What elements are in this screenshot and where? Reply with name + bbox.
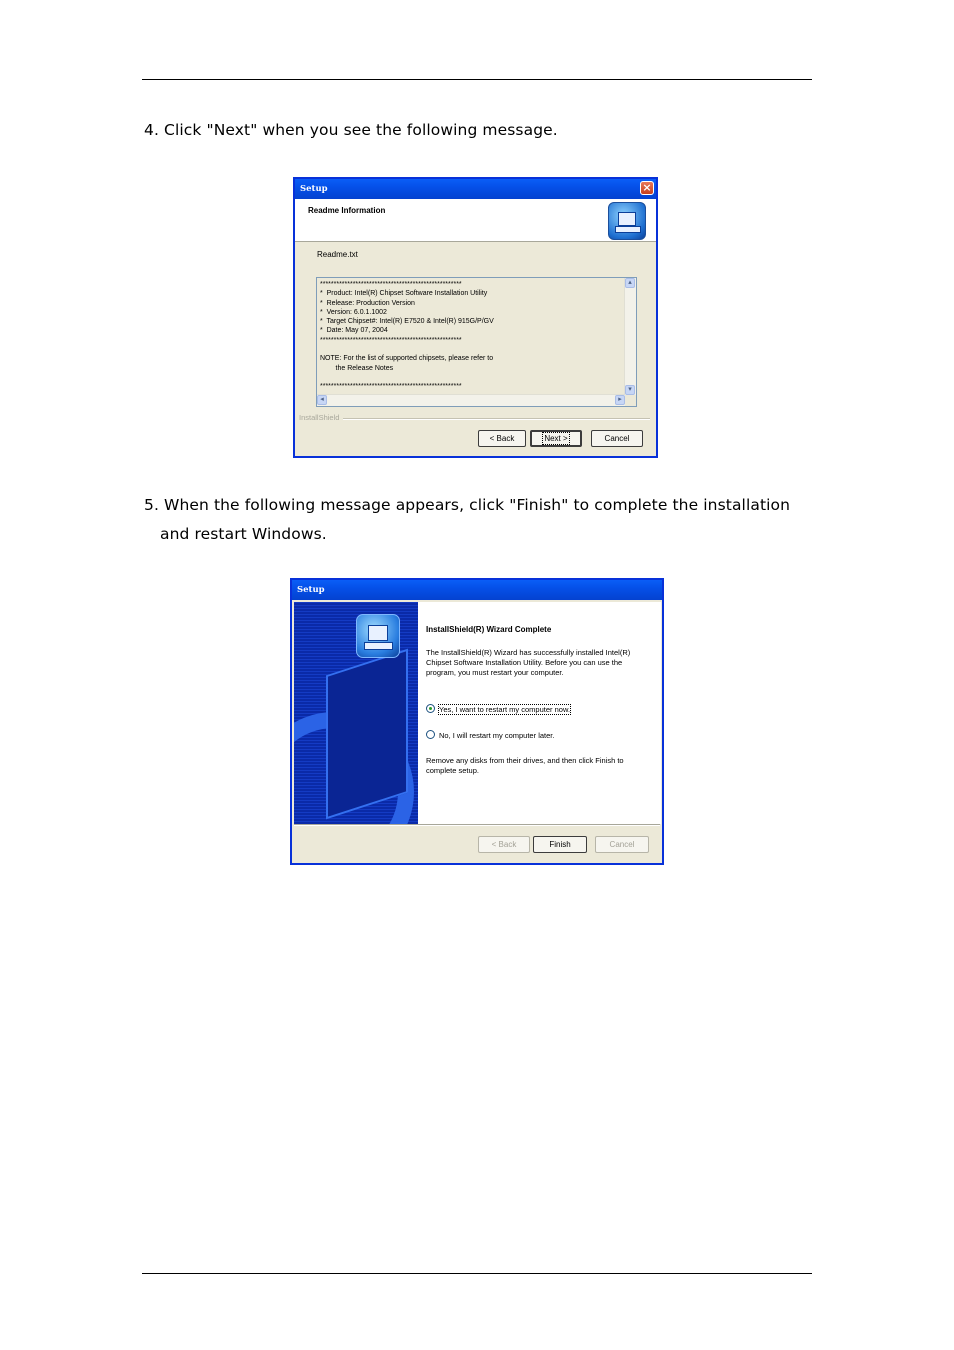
- readme-line: * Release: Production Version: [320, 299, 415, 307]
- dialog-title-bar: [295, 179, 656, 199]
- installshield-computer-icon: [356, 614, 400, 658]
- setup-complete-dialog: [290, 578, 664, 865]
- restart-later-radio[interactable]: No, I will restart my computer later.: [426, 730, 554, 741]
- readme-line: [320, 373, 494, 382]
- button-divider: [294, 824, 660, 826]
- readme-line: * Version: 6.0.1.1002: [320, 308, 387, 316]
- dialog-title: Setup: [300, 184, 328, 194]
- brand-divider: [343, 418, 650, 420]
- readme-file-label: Readme.txt: [317, 250, 358, 259]
- finish-button[interactable]: Finish: [533, 836, 587, 853]
- wizard-complete-heading: InstallShield(R) Wizard Complete: [426, 625, 552, 634]
- radio-unselected-icon: [426, 730, 435, 739]
- step-5-instruction: [144, 491, 790, 549]
- scroll-up-icon[interactable]: ▴: [625, 278, 635, 288]
- readme-line: NOTE: For the list of supported chipsets, please refer to: [320, 355, 494, 363]
- restart-now-radio[interactable]: Yes, I want to restart my computer now.: [426, 704, 570, 715]
- readme-line: ****************************************************: [320, 336, 462, 344]
- readme-line: * Target Chipset#: Intel(R) E7520 & Intel(R) 915G/P/GV: [320, 318, 494, 326]
- header-rule: [142, 79, 812, 80]
- dialog-header: [295, 199, 656, 242]
- radio-selected-icon: [426, 704, 435, 713]
- readme-line: ****************************************************: [320, 383, 462, 391]
- readme-textbox[interactable]: [316, 277, 637, 407]
- scroll-left-icon[interactable]: ◂: [317, 395, 327, 405]
- vertical-scrollbar[interactable]: [624, 278, 636, 395]
- wizard-complete-message: The InstallShield(R) Wizard has successfully installed Intel(R) Chipset Software Installation Utility. Before you can use the program, you must restart your computer.: [426, 648, 631, 677]
- readme-line: * Date: May 07, 2004: [320, 327, 388, 335]
- back-button[interactable]: < Back: [478, 430, 526, 447]
- installshield-brand: InstallShield: [299, 413, 340, 422]
- scroll-right-icon[interactable]: ▸: [615, 395, 625, 405]
- close-icon[interactable]: ×: [640, 181, 654, 195]
- readme-line: * Product: Intel(R) Chipset Software Installation Utility: [320, 290, 488, 298]
- wizard-side-banner: [294, 602, 418, 824]
- header-title: Readme Information: [308, 206, 386, 215]
- horizontal-scrollbar[interactable]: [317, 394, 625, 406]
- readme-text: [320, 280, 494, 392]
- readme-line: ****************************************************: [320, 281, 462, 288]
- readme-line: the Release Notes: [320, 364, 394, 372]
- back-button[interactable]: < Back: [478, 836, 530, 853]
- installshield-computer-icon: [608, 202, 646, 240]
- scroll-down-icon[interactable]: ▾: [625, 385, 635, 395]
- remove-disks-note: Remove any disks from their drives, and then click Finish to complete setup.: [426, 756, 624, 775]
- readme-line: [320, 345, 494, 354]
- setup-readme-dialog: [293, 177, 658, 458]
- step-5-line-2: and restart Windows.: [160, 525, 327, 543]
- step-4-instruction: 4. Click "Next" when you see the following message.: [144, 121, 558, 139]
- step-5-line-1: 5. When the following message appears, click "Finish" to complete the installation: [144, 496, 791, 514]
- footer-rule: [142, 1273, 812, 1274]
- dialog-title: Setup: [297, 585, 325, 595]
- cancel-button[interactable]: Cancel: [595, 836, 649, 853]
- next-button[interactable]: Next >: [530, 430, 582, 447]
- cancel-button[interactable]: Cancel: [591, 430, 643, 447]
- wizard-content: [418, 602, 661, 824]
- dialog-title-bar: [292, 580, 662, 600]
